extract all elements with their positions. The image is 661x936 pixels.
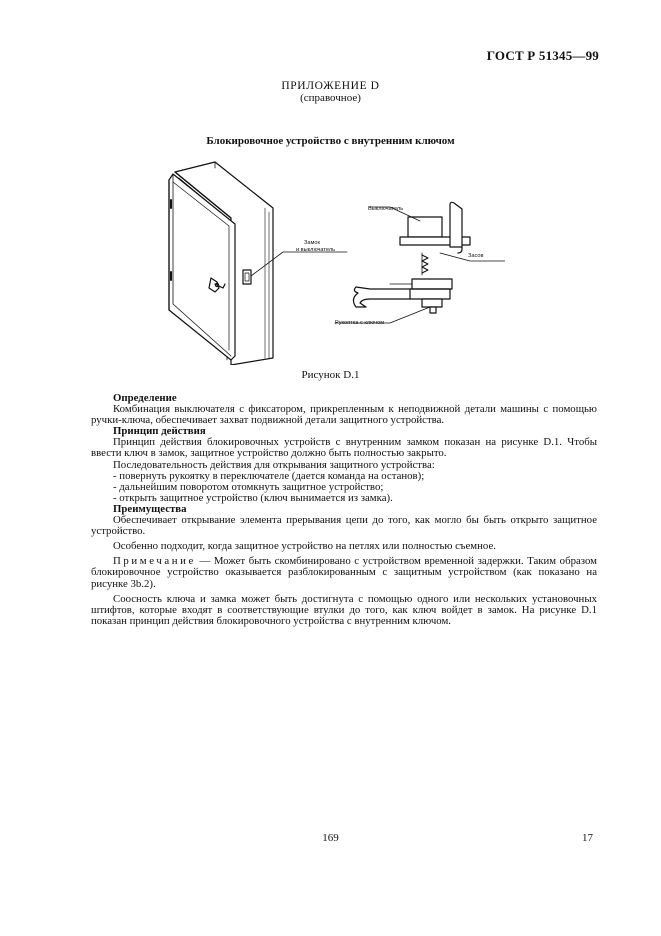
definition-paragraph: Комбинация выключателя с фиксатором, прикрепленным к неподвижной детали машины с помощью ручки-ключа, обеспечивает захват подвижной детали защитного устройства. (91, 403, 597, 427)
principle-paragraph: Принцип действия блокировочных устройств с внутренним замком показан на рисунке D.1. Чтобы ввести ключ в замок, защитное устройство должно быть полностью закрыто. (91, 436, 597, 460)
sequence-item: - дальнейшим поворотом отомкнуть защитное устройство; (113, 480, 384, 493)
appendix-title: ПРИЛОЖЕНИЕ D (281, 80, 380, 92)
body-text (91, 393, 597, 627)
page-number-center: 169 (322, 832, 339, 844)
note-label: Примечание (113, 555, 196, 568)
note-paragraph (91, 556, 597, 589)
figure-caption: Рисунок D.1 (301, 369, 360, 381)
label-handle-with-key: Рукоятка с ключом (335, 320, 385, 326)
advantages-heading: Преимущества (113, 502, 187, 515)
principle-heading: Принцип действия (113, 425, 206, 438)
alignment-paragraph: Соосность ключа и замка может быть достигнута с помощью одного или нескольких установочных штифтов, которые входят в соответствующие втулки до того, как ключ войдет в замок. На рисунке D.1 показан принцип действия блокировочного устройства с внутренним ключом. (91, 592, 597, 627)
page-number-right: 17 (582, 832, 593, 844)
sequence-item: - повернуть рукоятку в переключателе (дается команда на останов); (113, 469, 425, 482)
label-switch: Выключатель (368, 206, 404, 212)
suited-paragraph: Особенно подходит, когда защитное устройство на петлях или полностью съемное. (113, 540, 496, 553)
appendix-subtitle: (справочное) (300, 92, 361, 104)
sequence-intro: Последовательность действия для открывания защитного устройства: (113, 458, 435, 471)
mechanism-drawing (330, 195, 505, 335)
label-lock-line1: Замок (304, 240, 320, 246)
note-text: — Может быть скомбинировано с устройством временной задержки. Таким образом блокировочное устройство оказывается разблокированным с защитным устройством (как показано на рисунке 3b.2). (91, 555, 597, 590)
figure-title: Блокировочное устройство с внутренним ключом (206, 135, 455, 147)
advantages-paragraph: Обеспечивает открывание элемента прерывания цепи до того, как могло бы быть открыто защитное устройство. (91, 514, 597, 538)
label-lock-line2: и выключатель (296, 246, 336, 253)
definition-heading: Определение (113, 392, 177, 404)
label-bolt: Засов (468, 253, 484, 259)
sequence-item: - открыть защитное устройство (ключ вынимается из замка). (113, 491, 393, 504)
standard-number: ГОСТ Р 51345—99 (486, 48, 599, 63)
